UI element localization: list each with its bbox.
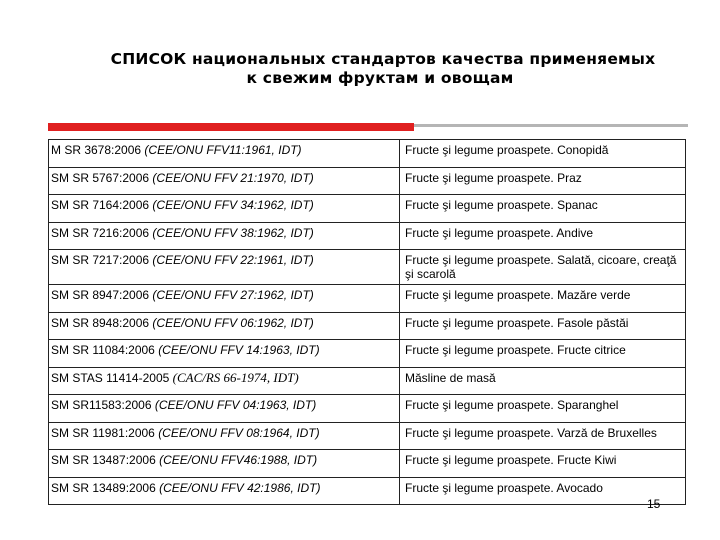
table-row	[49, 140, 686, 168]
accent-bar	[48, 123, 414, 131]
standard-code: SM SR 11084:2006	[51, 343, 159, 357]
page-number: 15	[647, 497, 661, 511]
standard-reference: (CEE/ONU FFV 38:1962, IDT)	[152, 225, 314, 240]
standard-reference: (CEE/ONU FFV 27:1962, IDT)	[152, 288, 314, 302]
standard-code: SM SR 5767:2006	[51, 170, 153, 185]
table-row	[49, 395, 686, 423]
standard-reference: (CEE/ONU FFV 08:1964, IDT)	[158, 425, 320, 440]
standard-code-cell	[49, 195, 400, 223]
table-row	[49, 450, 686, 478]
standard-code-cell	[49, 340, 400, 368]
standard-reference: (CEE/ONU FFV 06:1962, IDT)	[152, 315, 314, 330]
standard-code: SM SR 7216:2006	[51, 225, 153, 240]
standard-code-cell	[49, 395, 400, 423]
product-description: Fructe şi legume proaspete. Fasole păstăi	[400, 312, 686, 340]
standard-reference: (CEE/ONU FFV46:1988, IDT)	[159, 453, 318, 467]
product-description: Fructe şi legume proaspete. Spanac	[400, 195, 686, 223]
product-description: Fructe şi legume proaspete. Fructe citrice	[400, 340, 686, 368]
table-row	[49, 477, 686, 505]
standard-reference: (CEE/ONU FFV 22:1961, IDT)	[152, 253, 314, 267]
table-row	[49, 167, 686, 195]
standards-table	[48, 139, 686, 505]
standard-reference: (CEE/ONU FFV 04:1963, IDT)	[154, 398, 317, 412]
standard-reference: (CEE/ONU FFV 21:1970, IDT)	[152, 170, 314, 185]
standard-reference: (CEE/ONU FFV 34:1962, IDT)	[152, 198, 314, 212]
standard-code: SM SR11583:2006	[51, 398, 155, 412]
product-description: Măsline de masă	[400, 367, 686, 395]
page-title	[40, 50, 720, 88]
table-row	[49, 222, 686, 250]
standard-code-cell	[49, 167, 400, 195]
title-line-1: СПИСОК национальных стандартов качества применяемых	[110, 50, 656, 68]
table-row	[49, 195, 686, 223]
standard-code: M SR 3678:2006	[51, 143, 145, 157]
standard-code: SM SR 8947:2006	[51, 288, 153, 302]
standard-code-cell	[49, 312, 400, 340]
product-description: Fructe şi legume proaspete. Sparanghel	[400, 395, 686, 423]
table-row	[49, 422, 686, 450]
standard-code-cell	[49, 422, 400, 450]
standard-code: SM SR 11981:2006	[51, 425, 159, 440]
product-description: Fructe şi legume proaspete. Praz	[400, 167, 686, 195]
standard-code: SM SR 13487:2006	[51, 453, 160, 467]
standard-code-cell	[49, 367, 400, 395]
table-row	[49, 367, 686, 395]
standard-code-cell	[49, 285, 400, 313]
product-description: Fructe şi legume proaspete. Salată, cicoare, creaţă şi scarolă	[400, 250, 686, 285]
product-description: Fructe şi legume proaspete. Fructe Kiwi	[400, 450, 686, 478]
standard-code: SM SR 7164:2006	[51, 198, 153, 212]
standard-reference: (CAC/RS 66-1974, IDT)	[172, 369, 299, 385]
product-description: Fructe şi legume proaspete. Avocado	[400, 477, 686, 505]
standard-code-cell	[49, 250, 400, 285]
product-description: Fructe şi legume proaspete. Conopidă	[400, 140, 686, 168]
standard-code-cell	[49, 222, 400, 250]
standard-code: SM SR 7217:2006	[51, 253, 153, 267]
product-description: Fructe şi legume proaspete. Varză de Bruxelles	[400, 422, 686, 450]
standard-code-cell	[49, 140, 400, 168]
standard-code: SM STAS 11414-2005	[51, 370, 173, 385]
product-description: Fructe şi legume proaspete. Mazăre verde	[400, 285, 686, 313]
product-description: Fructe şi legume proaspete. Andive	[400, 222, 686, 250]
standard-code: SM SR 8948:2006	[51, 315, 153, 330]
standard-code-cell	[49, 450, 400, 478]
standard-code: SM SR 13489:2006	[51, 480, 160, 495]
standard-reference: (CEE/ONU FFV 14:1963, IDT)	[158, 343, 320, 357]
table-row	[49, 340, 686, 368]
table-row	[49, 312, 686, 340]
title-line-2: к свежим фруктам и овощам	[246, 69, 514, 87]
standard-reference: (CEE/ONU FFV11:1961, IDT)	[144, 143, 302, 157]
standard-code-cell	[49, 477, 400, 505]
table-row	[49, 285, 686, 313]
table-row	[49, 250, 686, 285]
standard-reference: (CEE/ONU FFV 42:1986, IDT)	[159, 480, 321, 495]
